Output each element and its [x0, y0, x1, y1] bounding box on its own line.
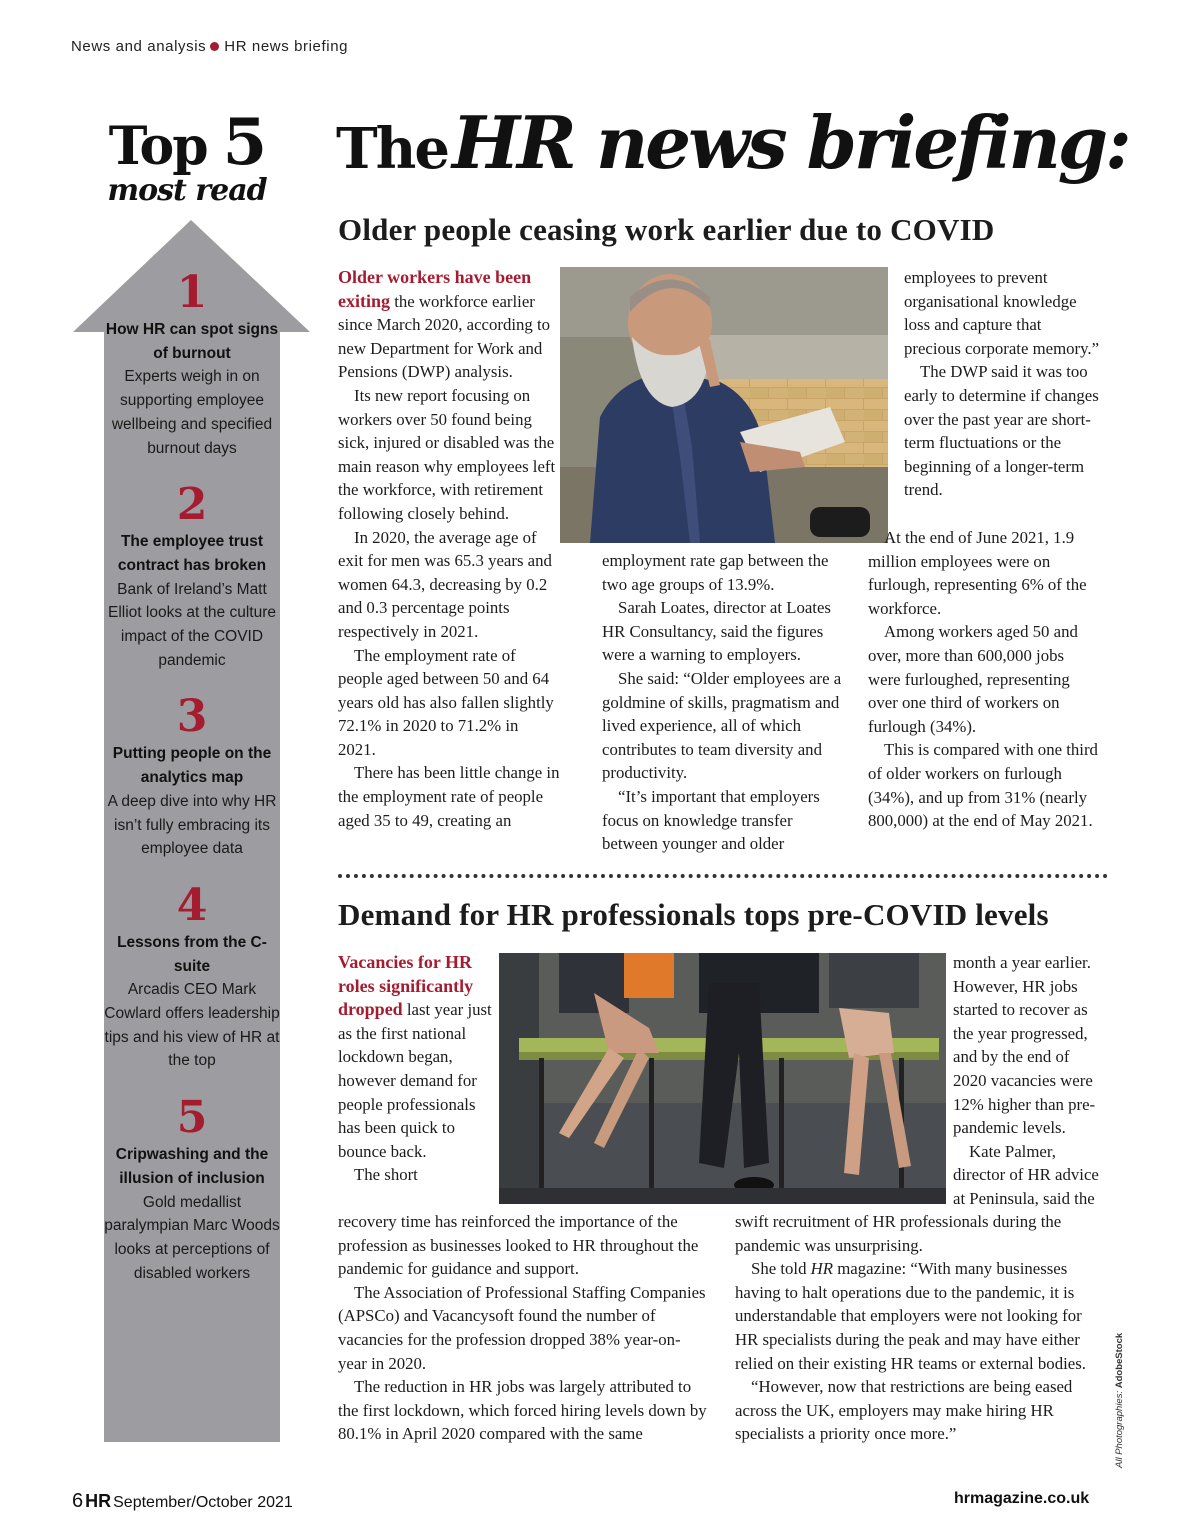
- older-man-photo-illustration: [560, 267, 888, 543]
- top5-subtitle: most read: [107, 173, 267, 208]
- top5-item[interactable]: [104, 881, 280, 1073]
- top5-title: [104, 105, 270, 180]
- article2-paragraph: [735, 1257, 1107, 1375]
- top5-item-title: The employee trust contract has broken: [117, 533, 267, 574]
- job-candidates-waiting-photo: [499, 953, 946, 1204]
- candidates-photo-illustration: [499, 953, 946, 1204]
- bullet-dot-icon: [210, 42, 219, 51]
- article1-paragraph: Among workers aged 50 and over, more than 600,000 jobs were furloughed, representing over one third of workers on furlough (34%).: [868, 622, 1078, 736]
- article1-text: the workforce earlier since March 2020, according to new Department for Work and Pensions (DWP) analysis.: [338, 291, 551, 382]
- photo-credit-label: All Photographies:: [1114, 1388, 1125, 1468]
- footer-url[interactable]: hrmagazine.co.uk: [954, 1490, 1090, 1507]
- article1-paragraph: [338, 266, 560, 384]
- top5-item-description: Experts weigh in on supporting employee wellbeing and specified burnout days: [111, 368, 273, 457]
- top5-title-word: Top: [108, 116, 207, 177]
- headline-main: HR news briefing:: [452, 100, 1129, 185]
- article2-paragraph: The Association of Professional Staffing Companies (APSCo) and Vacancysoft found the number of vacancies for the profession dropped 38% year-on-year in 2020.: [338, 1282, 706, 1373]
- page-number: 6: [72, 1490, 84, 1512]
- article1-paragraph: Sarah Loates, director at Loates HR Consultancy, said the figures were a warning to employers.: [602, 598, 831, 665]
- article2-text: She told: [751, 1259, 811, 1279]
- article2-lead: Vacancies for HR roles significantly dropped: [338, 952, 474, 1020]
- article1-paragraph: At the end of June 2021, 1.9 million employees were on furlough, representing 6% of the workforce.: [868, 528, 1087, 618]
- top5-item[interactable]: [104, 692, 280, 861]
- article2-paragraph: [338, 951, 498, 1163]
- article1-column-3b: [868, 526, 1100, 833]
- article2-column-2b: [735, 1210, 1107, 1446]
- article2-text: magazine: “With many businesses having to halt operations due to the pandemic, it is understandable that employers were not looking for HR specialists during the peak and may have either relied on their existing HR teams or external bodies.: [735, 1259, 1086, 1373]
- article1-title[interactable]: Older people ceasing work earlier due to COVID: [338, 212, 995, 247]
- top5-item-title: Putting people on the analytics map: [112, 745, 272, 787]
- section-label: News and analysis: [71, 38, 207, 55]
- top5-item-description: A deep dive into why HR isn’t fully embracing its employee data: [107, 792, 277, 858]
- article2-paragraph: swift recruitment of HR professionals during the pandemic was unsurprising.: [735, 1212, 1062, 1255]
- top5-heading: [104, 105, 270, 208]
- top5-list: [104, 268, 280, 1305]
- top5-item-title: Cripwashing and the illusion of inclusion: [115, 1146, 269, 1187]
- article2-column-1: [338, 951, 498, 1187]
- article1-paragraph: In 2020, the average age of exit for men was 65.3 years and women 64.3, decreasing by 0.2 and 0.3 percentage points respectively in 2021.: [338, 527, 552, 641]
- top5-item-title: Lessons from the C-suite: [117, 933, 267, 975]
- top5-item-number: 2: [176, 479, 208, 531]
- article2-paragraph: recovery time has reinforced the importance of the profession as businesses looked to HR throughout the pandemic for guidance and support.: [338, 1212, 699, 1279]
- headline-the: The: [336, 116, 449, 182]
- article1-paragraph: This is compared with one third of older workers on furlough (34%), and up from 31% (nearly 800,000) at the end of May 2021.: [868, 740, 1098, 831]
- top5-item[interactable]: [104, 268, 280, 460]
- article2-paragraph: “However, now that restrictions are being eased across the UK, employers may make hiring HR specialists a priority once more.”: [735, 1377, 1073, 1444]
- top5-item-number: 3: [176, 691, 208, 743]
- article2-paragraph: The reduction in HR jobs was largely attributed to the first lockdown, which forced hiring levels down by 80.1% in April 2020 compared with the same: [338, 1377, 707, 1444]
- article2-paragraph: month a year earlier. However, HR jobs started to recover as the year progressed, and by the end of 2020 vacancies were 12% higher than pre-pandemic levels.: [953, 953, 1096, 1138]
- article2-paragraph: The short: [354, 1165, 418, 1185]
- photo-credit-source: AdobeStock: [1114, 1332, 1125, 1389]
- article1-paragraph: The employment rate of people aged between 50 and 64 years old has also fallen slightly 72.1% in 2020 to 71.2% in 2021.: [338, 645, 554, 759]
- article1-column-2: [602, 549, 850, 856]
- article2-title[interactable]: Demand for HR professionals tops pre-COVID levels: [338, 897, 1049, 932]
- article1-paragraph: Its new report focusing on workers over 50 found being sick, injured or disabled was the main reason why employees left the workforce, with retirement following closely behind.: [338, 385, 556, 523]
- article2-column-1b: [338, 1210, 708, 1446]
- running-head: [71, 38, 348, 55]
- article2-paragraph: Kate Palmer, director of HR advice at Peninsula, said the: [953, 1141, 1099, 1208]
- article2-text: last year just as the first national lockdown began, however demand for people professionals has been quick to bounce back.: [338, 1000, 492, 1161]
- top5-item-description: Bank of Ireland’s Matt Elliot looks at the culture impact of the COVID pandemic: [107, 580, 276, 669]
- page-headline: [336, 100, 1129, 185]
- article1-column-3a: [904, 266, 1100, 502]
- article1-lead: Older workers have been exiting: [338, 267, 532, 311]
- top5-item-description: Arcadis CEO Mark Cowlard offers leadership tips and his view of HR at the top: [104, 981, 280, 1070]
- top5-item-number: 1: [176, 267, 208, 318]
- footer-issue: September/October 2021: [113, 1494, 293, 1511]
- magazine-name: HR: [810, 1259, 834, 1279]
- article1-paragraph: “It’s important that employers focus on knowledge transfer between younger and older: [602, 786, 820, 854]
- top5-item-description: Gold medallist paralympian Marc Woods looks at perceptions of disabled workers: [104, 1193, 280, 1282]
- article1-paragraph: employees to prevent organisational knowledge loss and capture that precious corporate memory.”: [904, 268, 1100, 358]
- top5-item[interactable]: [104, 480, 280, 672]
- footer-left: [72, 1490, 293, 1513]
- article2-column-2: [953, 951, 1107, 1211]
- top5-item[interactable]: [104, 1093, 280, 1285]
- article1-paragraph: There has been little change in the employment rate of people aged 35 to 49, creating an: [338, 763, 560, 830]
- subsection-label: HR news briefing: [224, 38, 349, 55]
- top5-item-number: 4: [176, 879, 208, 931]
- article1-paragraph: employment rate gap between the two age groups of 13.9%.: [602, 551, 829, 594]
- top5-title-number: 5: [222, 105, 266, 180]
- top5-item-title: How HR can spot signs of burnout: [105, 321, 279, 362]
- article1-column-1: [338, 266, 560, 832]
- photo-credit: [1102, 1318, 1132, 1468]
- top5-item-number: 5: [176, 1092, 208, 1144]
- article1-paragraph: She said: “Older employees are a goldmine of skills, pragmatism and lived experience, all of which contributes to team diversity and productivity.: [602, 668, 842, 783]
- footer-magazine: HR: [85, 1491, 112, 1511]
- older-man-on-phone-photo: [560, 267, 888, 543]
- photo-credit-text: [1114, 1333, 1125, 1468]
- dotted-divider: [338, 874, 1108, 878]
- article1-paragraph: The DWP said it was too early to determine if changes over the past year are short-term fluctuations or the beginning of a longer-term trend.: [904, 362, 1099, 500]
